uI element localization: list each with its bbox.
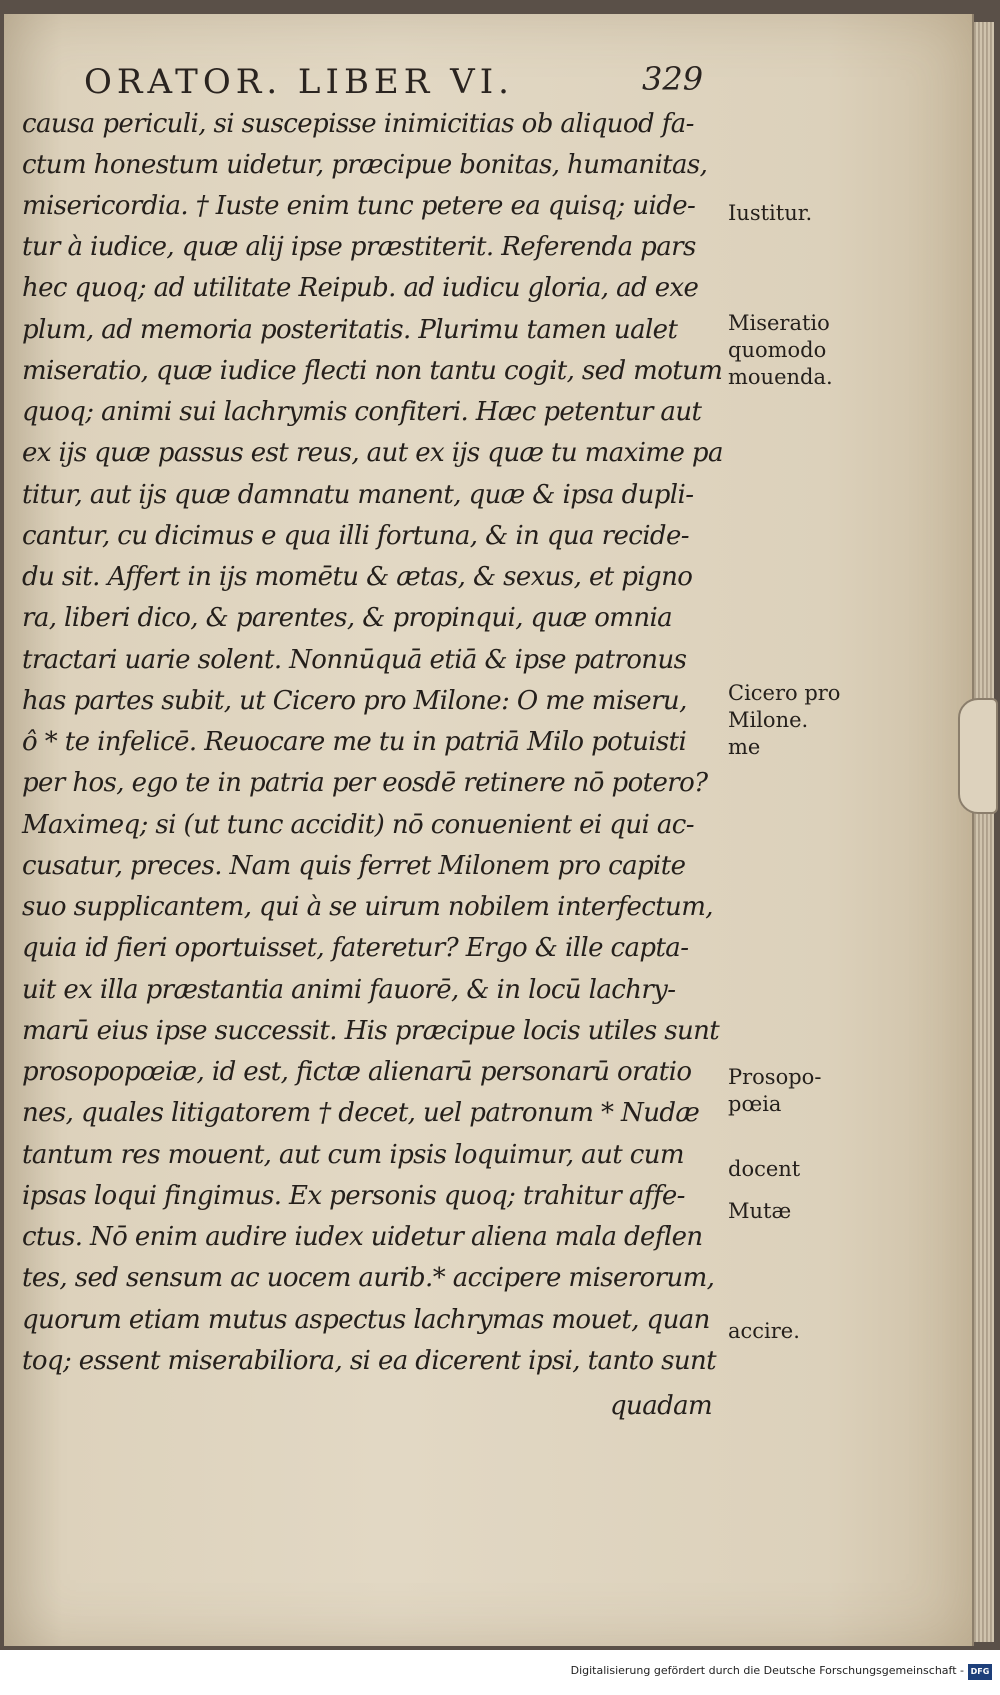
text-line: quoq; animi sui lachrymis confiteri. Hæc petentur aut (22, 397, 702, 427)
text-line: causa periculi, si suscepisse inimicitias ob aliquod fa- (22, 109, 694, 139)
text-line: du sit. Affert in ijs momētu & ætas, & sexus, et pigno (22, 562, 693, 592)
footer-credit (0, 1664, 1000, 1688)
text-line: quorum etiam mutus aspectus lachrymas mouet, quan (22, 1305, 710, 1335)
note-line: Mutæ (728, 1199, 792, 1223)
text-line: tes, sed sensum ac uocem aurib.* accipere miserorum, (22, 1263, 715, 1293)
margin-note-cicero (728, 680, 888, 761)
text-line: titur, aut ijs quæ damnatu manent, quæ & ipsa dupli- (22, 480, 694, 510)
text-line: ra, liberi dico, & parentes, & propinqui, quæ omnia (22, 603, 673, 633)
text-line: ô * te infelicē. Reuocare me tu in patriā Milo potuisti (22, 727, 687, 757)
margin-note-iustitur (728, 200, 888, 227)
text-line: ctus. Nō enim audire iudex uidetur aliena mala deflen (22, 1222, 703, 1252)
note-line: Milone. (728, 708, 809, 732)
text-line: miseratio, quæ iudice flecti non tantu cogit, sed motum (22, 356, 723, 386)
text-line: prosopopœiæ, id est, fictæ alienarū personarū oratio (22, 1057, 692, 1087)
footer-credit-text: Digitalisierung gefördert durch die Deutsche Forschungsgemeinschaft - (570, 1664, 964, 1677)
margin-note-accire (728, 1318, 888, 1345)
text-line: hec quoq; ad utilitate Reipub. ad iudicu gloria, ad exe (22, 273, 699, 303)
text-line: nes, quales litigatorem † decet, uel patronum * Nudæ (22, 1098, 700, 1128)
text-line: uit ex illa præstantia animi fauorē, & in locū lachry- (22, 975, 676, 1005)
text-line: suo supplicantem, qui à se uirum nobilem interfectum, (22, 892, 713, 922)
text-line: Maximeq; si (ut tunc accidit) nō conuenient ei qui ac- (22, 810, 694, 840)
note-line: Prosopo- (728, 1065, 822, 1089)
dfg-logo: DFG (968, 1664, 992, 1680)
margin-note-mutae (728, 1198, 888, 1225)
page-edge (972, 22, 994, 1642)
note-line: me (728, 735, 761, 759)
text-line: ex ijs quæ passus est reus, aut ex ijs quæ tu maxime pa (22, 438, 723, 468)
text-line: tractari uarie solent. Nonnūquā etiā & ipse patronus (22, 645, 687, 675)
note-line: Iustitur. (728, 201, 813, 225)
margin-note-docent (728, 1156, 888, 1183)
text-line: plum, ad memoria posteritatis. Plurimu tamen ualet (22, 315, 678, 345)
note-line: docent (728, 1157, 801, 1181)
text-line: cantur, cu dicimus e qua illi fortuna, & in qua recide- (22, 521, 689, 551)
running-title: ORATOR. LIBER VI. (84, 62, 514, 102)
text-line: per hos, ego te in patria per eosdē retinere nō potero? (22, 768, 708, 798)
catchword: quadam (610, 1391, 713, 1421)
text-line: marū eius ipse successit. His præcipue locis utiles sunt (22, 1016, 720, 1046)
note-line: pœia (728, 1092, 782, 1116)
text-line: misericordia. † Iuste enim tunc petere ea quisq; uide- (22, 191, 696, 221)
text-line: ipsas loqui fingimus. Ex personis quoq; trahitur affe- (22, 1181, 685, 1211)
text-line: toq; essent miserabiliora, si ea dicerent ipsi, tanto sunt (22, 1346, 716, 1376)
note-line: quomodo (728, 338, 827, 362)
text-line: cusatur, preces. Nam quis ferret Milonem pro capite (22, 851, 686, 881)
page-tab (958, 698, 998, 814)
note-line: accire. (728, 1319, 800, 1343)
margin-note-miseratio (728, 310, 888, 391)
note-line: Cicero pro (728, 681, 841, 705)
note-line: mouenda. (728, 365, 833, 389)
text-line: ctum honestum uidetur, præcipue bonitas, humanitas, (22, 150, 708, 180)
folio-number: 329 (642, 60, 704, 98)
margin-note-prosopopoeia (728, 1064, 888, 1118)
text-line: tur à iudice, quæ alij ipse præstiterit. Referenda pars (22, 232, 696, 262)
text-line: has partes subit, ut Cicero pro Milone: O me miseru, (22, 686, 687, 716)
text-line: tantum res mouent, aut cum ipsis loquimur, aut cum (22, 1140, 684, 1170)
text-line: quia id fieri oportuisset, fateretur? Ergo & ille capta- (22, 933, 689, 963)
note-line: Miseratio (728, 311, 830, 335)
